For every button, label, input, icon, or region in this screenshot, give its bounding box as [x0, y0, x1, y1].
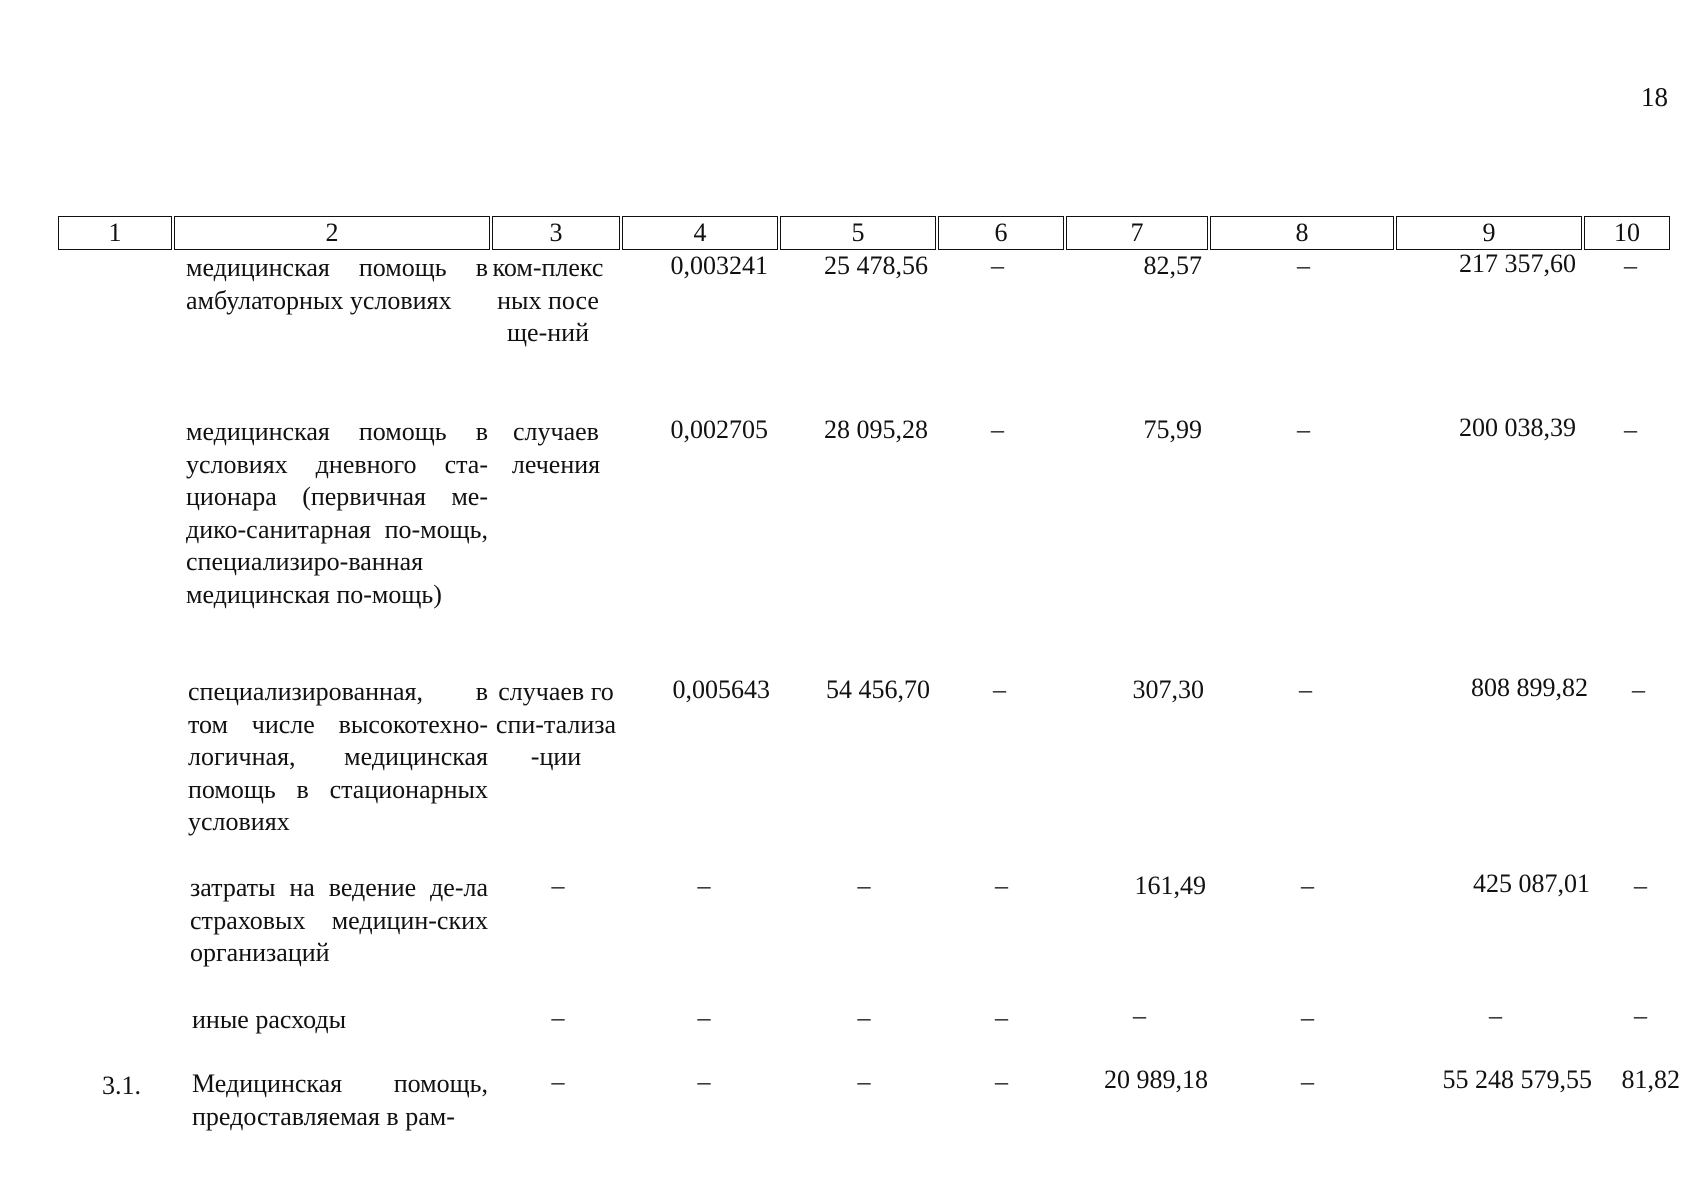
- row-name: медицинская помощь в амбулаторных условиях: [186, 253, 488, 315]
- row-col-4: 0,005643: [672, 675, 770, 704]
- row-col-10: 81,82: [1621, 1065, 1680, 1094]
- row-name: затраты на ведение де-ла страховых медицин-ских организаций: [190, 873, 488, 967]
- row-unit: –: [551, 1003, 565, 1032]
- row-col-8: –: [1301, 1003, 1314, 1032]
- header-col-9: 9: [1396, 216, 1582, 250]
- row-col-4: –: [697, 1003, 711, 1032]
- row-col-6: –: [991, 251, 1004, 280]
- row-col-8: –: [1297, 415, 1310, 444]
- row-name: иные расходы: [192, 1005, 347, 1034]
- row-col-8: –: [1297, 251, 1310, 280]
- row-col-10: –: [1624, 415, 1637, 444]
- row-unit: –: [551, 871, 565, 900]
- row-col-9: –: [1489, 1001, 1502, 1030]
- row-col-5: –: [857, 871, 871, 900]
- row-col-7: 82,57: [1143, 251, 1202, 280]
- row-col-9: 200 038,39: [1459, 413, 1576, 442]
- row-col-6: –: [995, 1067, 1008, 1096]
- header-col-6: 6: [938, 216, 1064, 250]
- row-col-6: –: [991, 415, 1004, 444]
- table-header: [58, 216, 1670, 250]
- row-col-6: –: [993, 675, 1006, 704]
- row-unit: случаев лечения: [511, 417, 601, 479]
- header-col-7: 7: [1066, 216, 1208, 250]
- row-col-5: 54 456,70: [826, 675, 930, 704]
- header-col-3: 3: [492, 216, 620, 250]
- row-name: медицинская помощь в условиях дневного ста-ционара (первичная ме-дико-санитарная по-мощь, специализиро-ванная медицинская по-мощь): [186, 417, 488, 609]
- row-name: Медицинская помощь, предоставляемая в рам-: [192, 1069, 488, 1131]
- row-unit: –: [551, 1067, 565, 1096]
- header-col-10: 10: [1584, 216, 1670, 250]
- row-col-10: –: [1624, 251, 1637, 280]
- row-col-6: –: [995, 871, 1008, 900]
- row-col-5: 25 478,56: [824, 251, 928, 280]
- row-col-5: –: [857, 1067, 871, 1096]
- row-unit: ком-плексных посеще-ний: [492, 253, 604, 347]
- row-col-7: 20 989,18: [1104, 1065, 1208, 1094]
- row-col-8: –: [1299, 675, 1312, 704]
- row-col-4: –: [697, 1067, 711, 1096]
- header-col-2: 2: [174, 216, 490, 250]
- row-col-10: –: [1632, 675, 1645, 704]
- page-number: 18: [1641, 82, 1668, 112]
- header-col-5: 5: [780, 216, 936, 250]
- row-col-4: 0,003241: [670, 251, 768, 280]
- row-col-4: –: [697, 871, 711, 900]
- row-name: специализированная, в том числе высокотехно-логичная, медицинская помощь в стационарных условиях: [188, 677, 488, 836]
- row-col-9: 808 899,82: [1471, 673, 1588, 702]
- row-col-10: –: [1634, 1001, 1647, 1030]
- row-col-6: –: [995, 1003, 1008, 1032]
- header-col-4: 4: [622, 216, 778, 250]
- row-col-10: –: [1634, 871, 1647, 900]
- row-col-9: 217 357,60: [1459, 249, 1576, 278]
- row-col-7: 75,99: [1143, 415, 1202, 444]
- row-col-5: –: [857, 1003, 871, 1032]
- row-col-7: 161,49: [1134, 871, 1206, 900]
- row-col-9: 425 087,01: [1473, 869, 1590, 898]
- row-col-5: 28 095,28: [824, 415, 928, 444]
- header-col-8: 8: [1210, 216, 1394, 250]
- row-number: 3.1.: [102, 1071, 141, 1100]
- row-col-7: 307,30: [1132, 675, 1204, 704]
- row-unit: случаев госпи-тализа-ции: [495, 677, 617, 771]
- row-col-9: 55 248 579,55: [1442, 1065, 1592, 1094]
- row-col-7: –: [1133, 1001, 1146, 1030]
- row-col-8: –: [1301, 871, 1314, 900]
- row-col-4: 0,002705: [670, 415, 768, 444]
- header-col-1: 1: [58, 216, 172, 250]
- row-col-8: –: [1301, 1067, 1314, 1096]
